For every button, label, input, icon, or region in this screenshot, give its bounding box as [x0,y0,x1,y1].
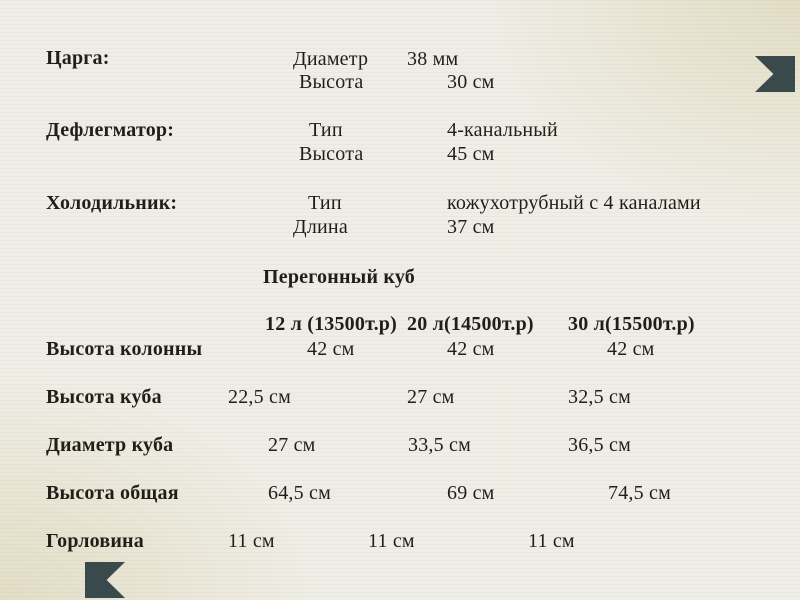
table-cell: 11 см [228,530,275,552]
corner-ribbon-bottom-left-icon [85,562,125,598]
spec-param: Тип [309,119,343,141]
spec-label-kholodilnik: Холодильник: [46,192,178,214]
spec-label-deflegmator: Дефлегматор: [46,119,175,141]
spec-label-tsarga: Царга: [46,47,110,69]
spec-param: Высота [299,71,364,93]
table-cell: 11 см [368,530,415,552]
spec-value: 37 см [447,216,495,238]
corner-ribbon-top-right-icon [755,56,795,92]
table-cell: 42 см [607,338,655,360]
table-cell: 74,5 см [608,482,671,504]
spec-value: 4-канальный [447,119,558,141]
spec-param: Длина [293,216,348,238]
table-cell: 64,5 см [268,482,331,504]
spec-value: кожухотрубный с 4 каналами [447,192,701,214]
table-col-header-12l: 12 л (13500т.р) [265,313,397,335]
table-cell: 69 см [447,482,495,504]
spec-value: 45 см [447,143,495,165]
section-title: Перегонный куб [263,266,415,288]
table-cell: 42 см [447,338,495,360]
table-cell: 36,5 см [568,434,631,456]
table-col-header-20l: 20 л(14500т.р) [407,313,534,335]
spec-value: 38 мм [407,48,459,70]
table-row-label: Диаметр куба [46,434,174,456]
table-row-label: Горловина [46,530,144,552]
spec-param: Диаметр [293,48,369,70]
table-cell: 22,5 см [228,386,291,408]
table-row-label: Высота колонны [46,338,203,360]
table-cell: 42 см [307,338,355,360]
table-row-label: Высота куба [46,386,162,408]
table-cell: 27 см [268,434,316,456]
spec-param: Высота [299,143,364,165]
spec-value: 30 см [447,71,495,93]
table-cell: 33,5 см [408,434,471,456]
spec-param: Тип [308,192,342,214]
table-cell: 27 см [407,386,455,408]
table-col-header-30l: 30 л(15500т.р) [568,313,695,335]
table-row-label: Высота общая [46,482,179,504]
table-cell: 32,5 см [568,386,631,408]
table-cell: 11 см [528,530,575,552]
